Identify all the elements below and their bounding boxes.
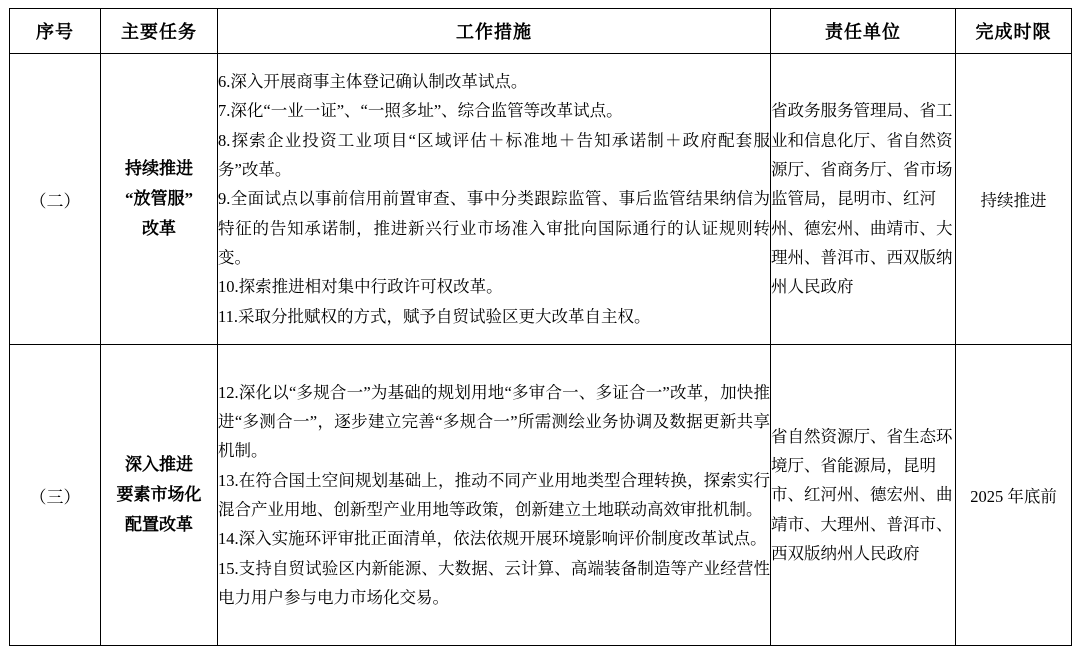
measure-item: 13.在符合国土空间规划基础上，推动不同产业用地类型合理转换，探索实行混合产业用地、创新型产业用地等政策，创新建立土地联动高效审批机制。	[218, 470, 770, 519]
task-line: 持续推进	[125, 159, 193, 179]
table-body	[10, 54, 1072, 646]
task-line: 要素市场化	[116, 485, 202, 505]
column-header-sequence: 序号	[10, 9, 101, 54]
policy-measures-table	[9, 8, 1072, 646]
table-row	[10, 345, 1072, 646]
measure-item: 6.深入开展商事主体登记确认制改革试点。	[218, 71, 528, 91]
measure-item: 7.深化“一业一证”、“一照多址”、综合监管等改革试点。	[218, 101, 623, 121]
document-page	[0, 8, 1080, 667]
measure-item: 11.采取分批赋权的方式，赋予自贸试验区更大改革自主权。	[218, 306, 651, 326]
column-header-deadline: 完成时限	[956, 9, 1072, 54]
column-header-main-task: 主要任务	[101, 9, 218, 54]
measure-item: 14.深入实施环评审批正面清单，依法依规开展环境影响评价制度改革试点。	[218, 529, 767, 549]
table-header	[10, 9, 1072, 54]
row-sequence-number: （三）	[10, 345, 101, 646]
task-line: 改革	[142, 218, 176, 238]
measure-item: 12.深化以“多规合一”为基础的规划用地“多审合一、多证合一”改革，加快推进“多测合一”，逐步建立完善“多规合一”所需测绘业务协调及数据更新共享机制。	[218, 382, 770, 461]
row-main-task	[101, 345, 218, 646]
measure-item: 8.探索企业投资工业项目“区域评估＋标准地＋告知承诺制＋政府配套服务”改革。	[218, 130, 770, 179]
column-header-responsible-unit: 责任单位	[771, 9, 956, 54]
task-line: 深入推进	[125, 455, 193, 475]
column-header-work-measures: 工作措施	[218, 9, 771, 54]
row-responsible-unit: 省自然资源厅、省生态环境厅、省能源局，昆明市、红河州、德宏州、曲靖市、大理州、普洱市、西双版纳州人民政府	[771, 345, 956, 646]
measure-item: 9.全面试点以事前信用前置审查、事中分类跟踪监管、事后监管结果纳信为特征的告知承诺制，推进新兴行业市场准入审批向国际通行的认证规则转变。	[218, 189, 770, 268]
task-line: 配置改革	[125, 514, 193, 534]
row-responsible-unit: 省政务服务管理局、省工业和信息化厅、省自然资源厅、省商务厅、省市场监管局，昆明市、红河州、德宏州、曲靖市、大理州、普洱市、西双版纳州人民政府	[771, 54, 956, 345]
row-deadline: 2025 年底前	[956, 345, 1072, 646]
row-deadline: 持续推进	[956, 54, 1072, 345]
measure-item: 15.支持自贸试验区内新能源、大数据、云计算、高端装备制造等产业经营性电力用户参与电力市场化交易。	[218, 558, 770, 608]
row-work-measures	[218, 345, 771, 646]
table-header-row	[10, 9, 1072, 54]
measure-item: 10.探索推进相对集中行政许可权改革。	[218, 277, 503, 297]
task-line: “放管服”	[125, 189, 193, 209]
row-main-task	[101, 54, 218, 345]
table-row	[10, 54, 1072, 345]
row-sequence-number: （二）	[10, 54, 101, 345]
row-work-measures	[218, 54, 771, 345]
